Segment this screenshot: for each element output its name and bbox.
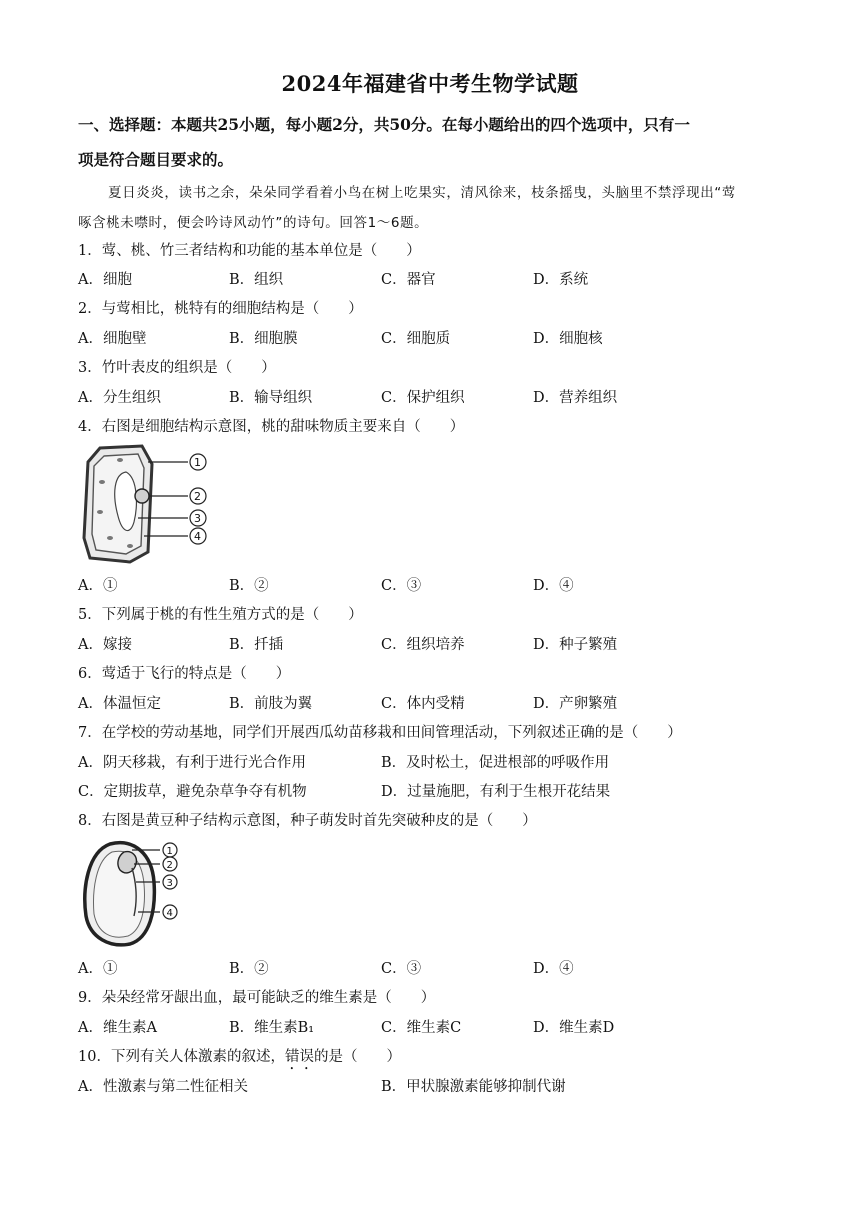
section-heading-line2: 项是符合题目要求的。 <box>78 150 234 169</box>
svg-text:3: 3 <box>194 512 201 525</box>
question-10-stem <box>78 1045 401 1073</box>
question-8-option-a[interactable]: A．① <box>78 961 118 977</box>
question-1-option-d[interactable]: D．系统 <box>533 272 589 288</box>
question-10-option-b[interactable]: B．甲状腺激素能够抑制代谢 <box>381 1079 566 1095</box>
question-8-stem: 8．右图是黄豆种子结构示意图，种子萌发时首先突破种皮的是（ ） <box>78 813 537 829</box>
question-7-option-a[interactable]: A．阴天移栽，有利于进行光合作用 <box>78 755 306 771</box>
question-3-option-d[interactable]: D．营养组织 <box>533 390 618 406</box>
question-3-stem: 3．竹叶表皮的组织是（ ） <box>78 360 276 376</box>
question-7-stem: 7．在学校的劳动基地，同学们开展西瓜幼苗移栽和田间管理活动，下列叙述正确的是（ ） <box>78 725 682 741</box>
question-9-stem: 9．朵朵经常牙龈出血，最可能缺乏的维生素是（ ） <box>78 990 436 1006</box>
svg-text:1: 1 <box>194 456 201 469</box>
plant-cell-diagram <box>80 442 212 566</box>
svg-text:4: 4 <box>194 530 201 543</box>
question-2-option-a[interactable]: A．细胞壁 <box>78 331 147 347</box>
question-7-option-d[interactable]: D．过量施肥，有利于生根开花结果 <box>381 784 611 800</box>
question-2-stem: 2．与莺相比，桃特有的细胞结构是（ ） <box>78 301 363 317</box>
question-2-option-d[interactable]: D．细胞核 <box>533 331 603 347</box>
question-7-option-b[interactable]: B．及时松土，促进根部的呼吸作用 <box>381 755 610 771</box>
question-6-stem: 6．莺适于飞行的特点是（ ） <box>78 666 291 682</box>
question-2-option-b[interactable]: B．细胞膜 <box>229 331 298 347</box>
svg-text:3: 3 <box>166 878 173 889</box>
question-4-stem: 4．右图是细胞结构示意图，桃的甜味物质主要来自（ ） <box>78 419 465 435</box>
question-6-option-d[interactable]: D．产卵繁殖 <box>533 696 618 712</box>
svg-text:1: 1 <box>166 846 173 857</box>
question-6-option-c[interactable]: C．体内受精 <box>381 696 465 712</box>
question-8-option-b[interactable]: B．② <box>229 961 269 977</box>
question-2-option-c[interactable]: C．细胞质 <box>381 331 451 347</box>
question-5-option-a[interactable]: A．嫁接 <box>78 637 132 653</box>
question-9-option-c[interactable]: C．维生素C <box>381 1020 462 1036</box>
question-3-option-b[interactable]: B．输导组织 <box>229 390 313 406</box>
svg-text:4: 4 <box>166 908 173 919</box>
soybean-seed-diagram <box>80 838 184 950</box>
question-7-option-c[interactable]: C．定期拔草，避免杂草争夺有机物 <box>78 784 307 800</box>
question-8-option-d[interactable]: D．④ <box>533 961 574 977</box>
question-9-option-b[interactable]: B．维生素B₁ <box>229 1020 315 1036</box>
question-4-option-a[interactable]: A．① <box>78 578 118 594</box>
question-10-stem-post: 的是（ ） <box>313 1049 401 1065</box>
passage-line2: 啄含桃未噤时，便会吟诗风动竹”的诗句。回答1～6题。 <box>78 215 429 231</box>
question-4-option-b[interactable]: B．② <box>229 578 269 594</box>
question-5-stem: 5．下列属于桃的有性生殖方式的是（ ） <box>78 607 363 623</box>
section-heading-line1: 一、选择题：本题共25小题，每小题2分，共50分。在每小题给出的四个选项中，只有一 <box>78 115 690 134</box>
question-5-option-d[interactable]: D．种子繁殖 <box>533 637 618 653</box>
question-5-option-b[interactable]: B．扦插 <box>229 637 284 653</box>
question-1-option-b[interactable]: B．组织 <box>229 272 284 288</box>
question-1-stem: 1．莺、桃、竹三者结构和功能的基本单位是（ ） <box>78 243 421 259</box>
question-8-option-c[interactable]: C．③ <box>381 961 422 977</box>
question-5-option-c[interactable]: C．组织培养 <box>381 637 465 653</box>
question-9-option-a[interactable]: A．维生素A <box>78 1020 157 1036</box>
question-10-stem-pre: 10．下列有关人体激素的叙述， <box>78 1049 285 1065</box>
question-9-option-d[interactable]: D．维生素D <box>533 1020 615 1036</box>
question-1-option-c[interactable]: C．器官 <box>381 272 436 288</box>
page-title: 2024年福建省中考生物学试题 <box>281 71 579 96</box>
passage-line1: 夏日炎炎，读书之余，朵朵同学看着小鸟在树上吃果实，清风徐来，枝条摇曳，头脑里不禁浮现出“莺 <box>108 185 736 201</box>
question-4-option-d[interactable]: D．④ <box>533 578 574 594</box>
question-10-stem-emphasis: 错误 <box>284 1049 314 1065</box>
question-6-option-b[interactable]: B．前肢为翼 <box>229 696 313 712</box>
question-10-option-a[interactable]: A．性激素与第二性征相关 <box>78 1079 248 1095</box>
question-6-option-a[interactable]: A．体温恒定 <box>78 696 161 712</box>
svg-text:2: 2 <box>166 860 173 871</box>
question-3-option-a[interactable]: A．分生组织 <box>78 390 161 406</box>
question-1-option-a[interactable]: A．细胞 <box>78 272 132 288</box>
question-4-option-c[interactable]: C．③ <box>381 578 422 594</box>
question-3-option-c[interactable]: C．保护组织 <box>381 390 465 406</box>
svg-text:2: 2 <box>194 490 201 503</box>
